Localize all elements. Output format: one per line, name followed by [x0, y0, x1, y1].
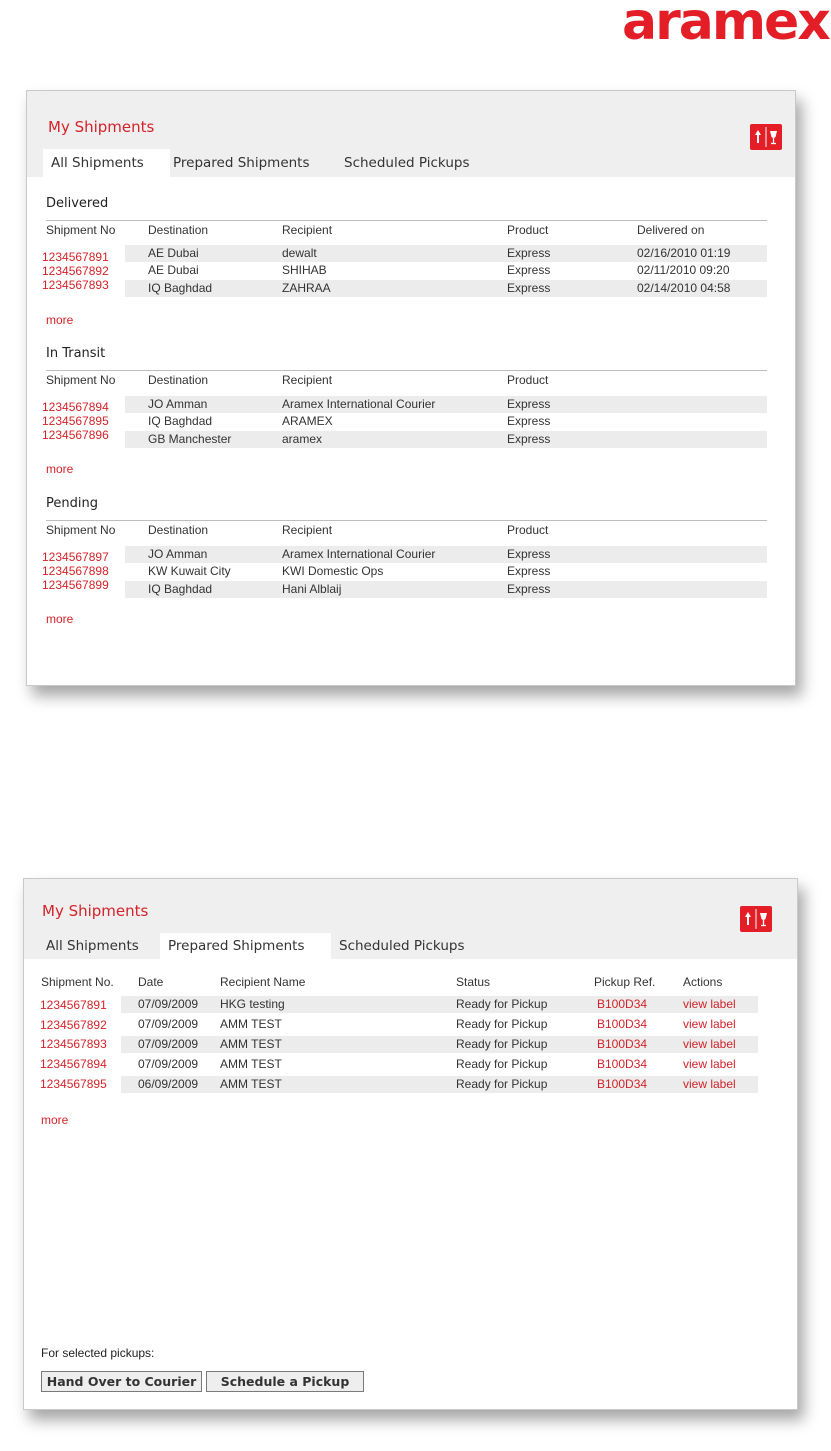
- shipment-link[interactable]: 1234567896: [42, 428, 109, 442]
- recipient-cell: AMM TEST: [220, 1037, 282, 1051]
- col-recipient: Recipient: [282, 373, 333, 387]
- recipient-cell: AMM TEST: [220, 1017, 282, 1031]
- col-destination: Destination: [148, 373, 209, 387]
- tab-scheduled-pickups[interactable]: Scheduled Pickups: [339, 938, 465, 954]
- date-cell: 07/09/2009: [138, 1057, 199, 1071]
- hand-over-to-courier-button[interactable]: Hand Over to Courier: [41, 1371, 202, 1392]
- destination-cell: IQ Baghdad: [148, 414, 213, 428]
- view-label-link[interactable]: view label: [683, 1017, 736, 1031]
- pickup-ref-link[interactable]: B100D34: [597, 1037, 648, 1051]
- table-row[interactable]: [121, 1016, 758, 1033]
- product-cell: Express: [507, 281, 551, 295]
- recipient-cell: Hani Alblaij: [282, 582, 342, 596]
- recipient-cell: Aramex International Courier: [282, 547, 436, 561]
- header-divider: [46, 370, 767, 371]
- tab-scheduled-pickups[interactable]: Scheduled Pickups: [344, 155, 470, 171]
- recipient-cell: AMM TEST: [220, 1077, 282, 1091]
- delivered-on-cell: 02/14/2010 04:58: [637, 281, 731, 295]
- col-shipment-no: Shipment No: [46, 523, 116, 537]
- my-shipments-panel-prepared: [23, 878, 798, 1410]
- package-handling-icon: [750, 124, 782, 150]
- recipient-cell: SHIHAB: [282, 263, 327, 277]
- panel-header: [27, 91, 795, 177]
- col-status: Status: [456, 975, 491, 989]
- destination-cell: AE Dubai: [148, 246, 199, 260]
- col-destination: Destination: [148, 523, 209, 537]
- table-row[interactable]: [125, 431, 767, 448]
- date-cell: 07/09/2009: [138, 1017, 199, 1031]
- view-label-link[interactable]: view label: [683, 1037, 736, 1051]
- table-row[interactable]: [121, 1036, 758, 1053]
- table-row[interactable]: [125, 396, 767, 413]
- destination-cell: IQ Baghdad: [148, 582, 213, 596]
- col-delivered-on: Delivered on: [637, 223, 705, 237]
- shipment-link[interactable]: 1234567892: [42, 264, 109, 278]
- product-cell: Express: [507, 564, 551, 578]
- col-shipment-no: Shipment No: [46, 223, 116, 237]
- table-row[interactable]: [125, 280, 767, 297]
- col-recipient: Recipient: [282, 523, 333, 537]
- product-cell: Express: [507, 414, 551, 428]
- status-cell: Ready for Pickup: [456, 1077, 548, 1091]
- pickup-ref-link[interactable]: B100D34: [597, 997, 648, 1011]
- recipient-cell: ARAMEX: [282, 414, 333, 428]
- product-cell: Express: [507, 263, 551, 277]
- tab-prepared-shipments[interactable]: Prepared Shipments: [160, 933, 331, 959]
- shipment-link[interactable]: 1234567894: [42, 400, 109, 414]
- table-row[interactable]: [125, 413, 767, 430]
- status-cell: Ready for Pickup: [456, 997, 548, 1011]
- shipment-link[interactable]: 1234567892: [40, 1018, 107, 1032]
- table-row[interactable]: [121, 1056, 758, 1073]
- col-pickup-ref: Pickup Ref.: [594, 975, 656, 989]
- destination-cell: KW Kuwait City: [148, 564, 231, 578]
- header-divider: [46, 520, 767, 521]
- shipment-link[interactable]: 1234567899: [42, 578, 109, 592]
- product-cell: Express: [507, 582, 551, 596]
- shipment-link[interactable]: 1234567895: [42, 414, 109, 428]
- more-link-pending[interactable]: more: [46, 612, 74, 626]
- selected-pickups-label: For selected pickups:: [41, 1346, 155, 1360]
- schedule-pickup-button[interactable]: Schedule a Pickup: [206, 1371, 364, 1392]
- status-cell: Ready for Pickup: [456, 1017, 548, 1031]
- recipient-cell: HKG testing: [220, 997, 285, 1011]
- destination-cell: GB Manchester: [148, 432, 232, 446]
- shipment-link[interactable]: 1234567894: [40, 1057, 107, 1071]
- shipment-link[interactable]: 1234567893: [42, 278, 109, 292]
- date-cell: 06/09/2009: [138, 1077, 199, 1091]
- package-handling-icon: [740, 906, 772, 932]
- pickup-ref-link[interactable]: B100D34: [597, 1057, 648, 1071]
- col-shipment-no: Shipment No.: [41, 975, 114, 989]
- destination-cell: AE Dubai: [148, 263, 199, 277]
- shipment-link[interactable]: 1234567891: [42, 250, 109, 264]
- delivered-on-cell: 02/11/2010 09:20: [637, 263, 730, 277]
- recipient-cell: ZAHRAA: [282, 281, 331, 295]
- table-row[interactable]: [121, 996, 758, 1013]
- product-cell: Express: [507, 246, 551, 260]
- product-cell: Express: [507, 547, 551, 561]
- view-label-link[interactable]: view label: [683, 1057, 736, 1071]
- recipient-cell: aramex: [282, 432, 323, 446]
- col-recipient-name: Recipient Name: [220, 975, 306, 989]
- my-shipments-panel-all: [26, 90, 796, 686]
- product-cell: Express: [507, 432, 551, 446]
- table-row[interactable]: [125, 563, 767, 580]
- pickup-ref-link[interactable]: B100D34: [597, 1077, 648, 1091]
- destination-cell: JO Amman: [148, 547, 208, 561]
- delivered-on-cell: 02/16/2010 01:19: [637, 246, 731, 260]
- section-title-in-transit: In Transit: [46, 346, 106, 361]
- shipment-link[interactable]: 1234567897: [42, 550, 109, 564]
- col-product: Product: [507, 523, 549, 537]
- more-link[interactable]: more: [41, 1113, 69, 1127]
- date-cell: 07/09/2009: [138, 997, 199, 1011]
- col-destination: Destination: [148, 223, 209, 237]
- recipient-cell: dewalt: [282, 246, 317, 260]
- tab-all-shipments[interactable]: All Shipments: [43, 149, 170, 177]
- more-link-delivered[interactable]: more: [46, 313, 74, 327]
- col-actions: Actions: [683, 975, 723, 989]
- col-shipment-no: Shipment No: [46, 373, 116, 387]
- section-title-delivered: Delivered: [46, 196, 109, 211]
- col-product: Product: [507, 223, 549, 237]
- status-cell: Ready for Pickup: [456, 1037, 548, 1051]
- panel-header: [24, 879, 797, 959]
- col-product: Product: [507, 373, 549, 387]
- col-recipient: Recipient: [282, 223, 333, 237]
- recipient-cell: Aramex International Courier: [282, 397, 436, 411]
- recipient-cell: AMM TEST: [220, 1057, 282, 1071]
- panel-title: My Shipments: [42, 902, 149, 920]
- table-row[interactable]: [125, 245, 767, 262]
- destination-cell: JO Amman: [148, 397, 208, 411]
- product-cell: Express: [507, 397, 551, 411]
- aramex-logo: aramex: [622, 0, 829, 52]
- destination-cell: IQ Baghdad: [148, 281, 213, 295]
- panel-title: My Shipments: [48, 118, 155, 136]
- shipment-link[interactable]: 1234567891: [40, 998, 107, 1012]
- header-divider: [46, 220, 767, 221]
- table-row[interactable]: [125, 581, 767, 598]
- table-row[interactable]: [125, 262, 767, 279]
- section-title-pending: Pending: [46, 496, 98, 511]
- table-row[interactable]: [121, 1076, 758, 1093]
- more-link-in-transit[interactable]: more: [46, 462, 74, 476]
- view-label-link[interactable]: view label: [683, 1077, 736, 1091]
- recipient-cell: KWI Domestic Ops: [282, 564, 384, 578]
- col-date: Date: [138, 975, 164, 989]
- pickup-ref-link[interactable]: B100D34: [597, 1017, 648, 1031]
- table-row[interactable]: [125, 546, 767, 563]
- date-cell: 07/09/2009: [138, 1037, 199, 1051]
- shipment-link[interactable]: 1234567898: [42, 564, 109, 578]
- shipment-link[interactable]: 1234567893: [40, 1037, 107, 1051]
- shipment-link[interactable]: 1234567895: [40, 1077, 107, 1091]
- view-label-link[interactable]: view label: [683, 997, 736, 1011]
- tab-prepared-shipments[interactable]: Prepared Shipments: [173, 155, 310, 171]
- tab-all-shipments[interactable]: All Shipments: [46, 938, 139, 954]
- status-cell: Ready for Pickup: [456, 1057, 548, 1071]
